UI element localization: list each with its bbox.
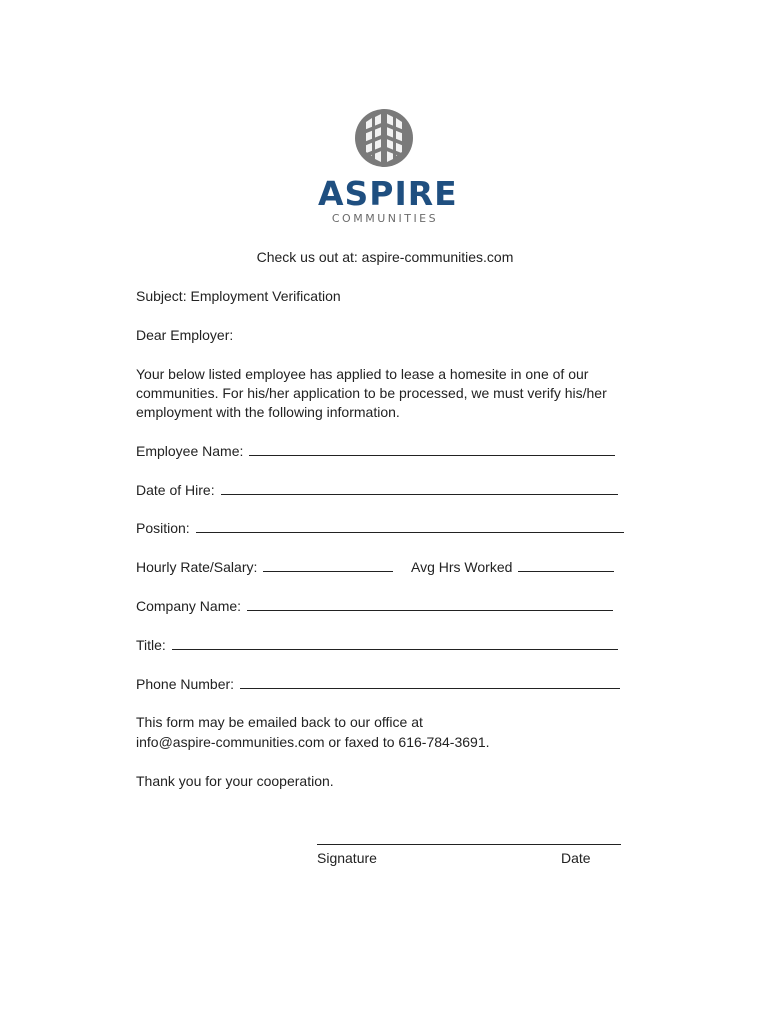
company-name-blank[interactable]: [247, 596, 613, 611]
intro-line-1: Your below listed employee has applied to lease a homesite in one of our: [136, 366, 589, 382]
signature-line[interactable]: [317, 844, 621, 845]
closing: Thank you for your cooperation.: [136, 773, 334, 789]
logo-mark-icon: [354, 108, 414, 168]
website-line: Check us out at: aspire-communities.com: [256, 249, 514, 265]
intro-line-3: employment with the following information.: [136, 404, 400, 420]
position-label: Position:: [136, 520, 190, 536]
aspire-logo: [318, 108, 458, 230]
position-field: [136, 518, 624, 538]
signature-label: Signature: [317, 850, 377, 866]
return-line-1: This form may be emailed back to our office at: [136, 714, 423, 730]
company-name-field: [136, 596, 613, 616]
date-of-hire-field: [136, 480, 618, 500]
salutation: Dear Employer:: [136, 327, 234, 343]
logo-wordmark: ASPIRE: [318, 174, 458, 213]
title-blank[interactable]: [172, 635, 618, 650]
employee-name-label: Employee Name:: [136, 443, 244, 459]
date-of-hire-blank[interactable]: [221, 480, 618, 495]
intro-line-2: communities. For his/her application to be processed, we must verify his/her: [136, 385, 607, 401]
date-label: Date: [561, 850, 591, 866]
avg-hrs-blank[interactable]: [518, 557, 614, 572]
employee-name-blank[interactable]: [249, 441, 615, 456]
return-line-2: info@aspire-communities.com or faxed to 616-784-3691.: [136, 734, 490, 750]
title-field: [136, 635, 618, 655]
employee-name-field: [136, 441, 615, 461]
company-name-label: Company Name:: [136, 598, 242, 614]
phone-number-blank[interactable]: [240, 674, 620, 689]
avg-hrs-field: [411, 557, 614, 577]
subject-line: Subject: Employment Verification: [136, 288, 341, 304]
date-of-hire-label: Date of Hire:: [136, 482, 215, 498]
position-blank[interactable]: [196, 518, 624, 533]
phone-number-field: [136, 674, 620, 694]
hourly-rate-field: [136, 557, 393, 577]
phone-number-label: Phone Number:: [136, 676, 235, 692]
title-label: Title:: [136, 637, 166, 653]
logo-subtitle: COMMUNITIES: [331, 212, 439, 225]
hourly-rate-blank[interactable]: [263, 557, 393, 572]
hourly-rate-label: Hourly Rate/Salary:: [136, 559, 258, 575]
avg-hrs-label: Avg Hrs Worked: [411, 559, 513, 575]
